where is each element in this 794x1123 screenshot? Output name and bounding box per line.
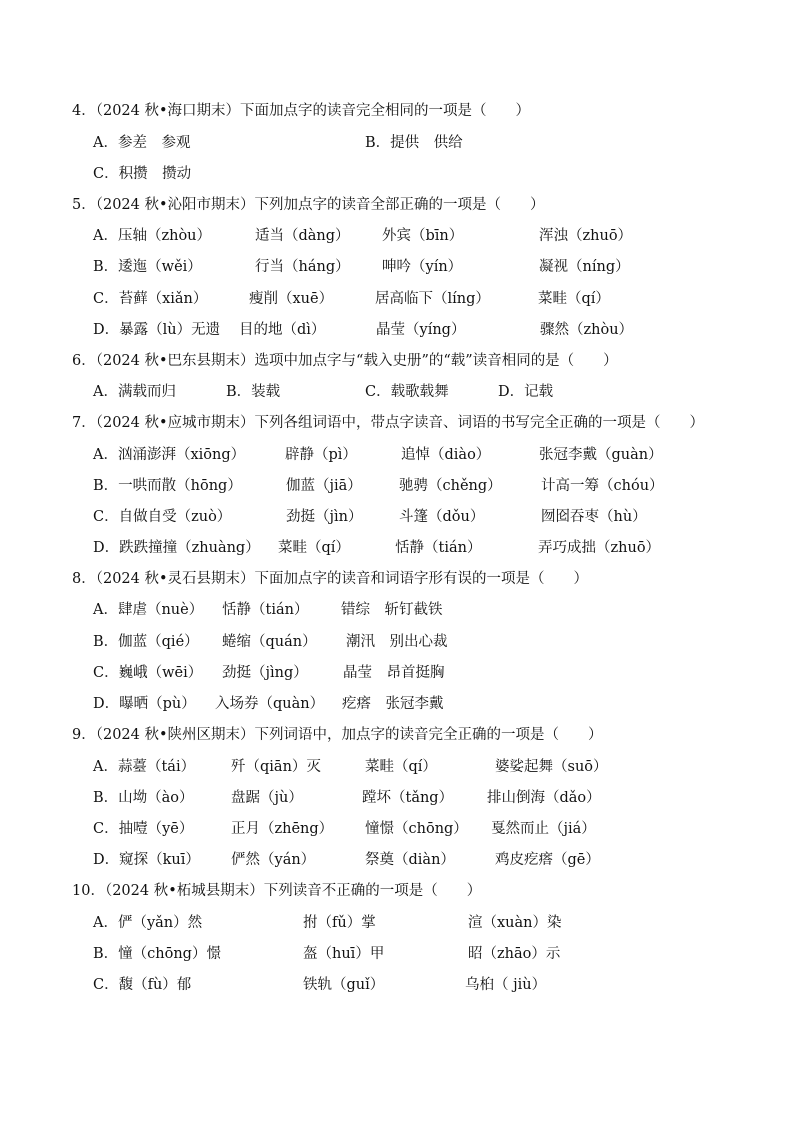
option-item: A．肆虐（nuè） xyxy=(93,602,204,618)
option-item: D．记载 xyxy=(498,384,554,400)
question-10-stem: 10．（2024 秋•柘城县期末）下列读音不正确的一项是（ ） xyxy=(72,883,482,899)
option-item: C．载歌载舞 xyxy=(365,384,449,400)
option-item: 歼（qiān）灭 xyxy=(231,759,321,775)
option-item: 骤然（zhòu） xyxy=(540,322,634,338)
option-item: D．窥探（kuī） xyxy=(93,852,200,868)
option-item: 晶莹 昂首挺胸 xyxy=(343,665,445,681)
option-item: 辟静（pì） xyxy=(285,447,357,463)
option-item: 入场券（quàn） xyxy=(215,696,325,712)
option-item: 潮汛 别出心裁 xyxy=(346,634,448,650)
question-9-option-d xyxy=(93,850,773,870)
question-4-stem: 4．（2024 秋•海口期末）下面加点字的读音完全相同的一项是（ ） xyxy=(72,103,531,119)
option-item: 适当（dàng） xyxy=(255,228,350,244)
question-9-option-c xyxy=(93,819,773,839)
question-10-option-b xyxy=(93,944,773,964)
option-item: 戛然而止（jiá） xyxy=(491,821,596,837)
option-item: 行当（háng） xyxy=(255,259,350,275)
question-7-option-c xyxy=(93,507,773,527)
question-7-option-b xyxy=(93,476,773,496)
option-item: 菜畦（qí） xyxy=(365,759,437,775)
option-item: A．压轴（zhòu） xyxy=(93,228,212,244)
option-item: 排山倒海（dǎo） xyxy=(487,790,601,806)
option-item: D．跌跌撞撞（zhuàng） xyxy=(93,540,260,556)
option-item: 盘踞（jù） xyxy=(231,790,303,806)
option-item: 斗篷（dǒu） xyxy=(399,509,485,525)
option-item: B．逶迤（wěi） xyxy=(93,259,202,275)
option-item: B．一哄而散（hōng） xyxy=(93,478,242,494)
question-5-stem: 5．（2024 秋•沁阳市期末）下列加点字的读音全部正确的一项是（ ） xyxy=(72,197,545,213)
option-item: C．馥（fù）郁 xyxy=(93,977,192,993)
option-item: 居高临下（líng） xyxy=(375,291,490,307)
option-item: 弄巧成拙（zhuō） xyxy=(538,540,661,556)
question-10-option-a xyxy=(93,913,773,933)
option-item: 错综 斩钉截铁 xyxy=(341,602,443,618)
question-7-stem: 7．（2024 秋•应城市期末）下列各组词语中，带点字读音、词语的书写完全正确的一项是（ ） xyxy=(72,415,705,431)
question-5-option-a xyxy=(93,226,773,246)
question-7-option-d xyxy=(93,538,773,558)
option-item: 蜷缩（quán） xyxy=(222,634,317,650)
option-item: 囫囵吞枣（hù） xyxy=(541,509,647,525)
option-item: 恬静（tián） xyxy=(222,602,309,618)
option-item: 菜畦（qí） xyxy=(278,540,350,556)
question-9-option-b xyxy=(93,788,773,808)
option-item: 盔（huī）甲 xyxy=(303,946,385,962)
option-item: 追悼（diào） xyxy=(401,447,491,463)
option-item: 伽蓝（jiā） xyxy=(286,478,362,494)
option-item: 俨然（yán） xyxy=(231,852,316,868)
option-item: A．汹涌澎湃（xiōng） xyxy=(93,447,246,463)
option-item: 计高一筹（chóu） xyxy=(541,478,664,494)
option-item: B．憧（chōng）憬 xyxy=(93,946,221,962)
option-item: A．蒜薹（tái） xyxy=(93,759,196,775)
option-item: 婆娑起舞（suō） xyxy=(495,759,608,775)
question-4-options-row-2 xyxy=(93,164,773,184)
option-item: 憧憬（chōng） xyxy=(365,821,468,837)
question-5-option-b xyxy=(93,257,773,277)
option-item: 铁轨（guǐ） xyxy=(303,977,385,993)
option-item: 驰骋（chěng） xyxy=(399,478,502,494)
option-item: B．山坳（ào） xyxy=(93,790,194,806)
option-item: 恬静（tián） xyxy=(395,540,482,556)
option-item: 正月（zhēng） xyxy=(231,821,334,837)
question-6-options xyxy=(93,382,773,402)
option-item: 渲（xuàn）染 xyxy=(468,915,562,931)
option-item: 呻吟（yín） xyxy=(382,259,463,275)
option-item: 拊（fǔ）掌 xyxy=(303,915,376,931)
option-item: 瘦削（xuē） xyxy=(249,291,334,307)
question-6-stem: 6．（2024 秋•巴东县期末）选项中加点字与“载入史册”的“载”读音相同的是（ ） xyxy=(72,353,618,369)
question-5-option-c xyxy=(93,289,773,309)
question-5-option-d xyxy=(93,320,773,340)
option-c: C．积攒 攒动 xyxy=(93,166,192,182)
option-item: 祭奠（diàn） xyxy=(365,852,455,868)
question-8-option-b xyxy=(93,632,773,652)
option-item: B．伽蓝（qié） xyxy=(93,634,199,650)
option-item: 外宾（bīn） xyxy=(382,228,464,244)
question-8-stem: 8．（2024 秋•灵石县期末）下面加点字的读音和词语字形有误的一项是（ ） xyxy=(72,571,589,587)
option-item: D．暴露（lù）无遗 xyxy=(93,322,221,338)
option-item: 浑浊（zhuō） xyxy=(539,228,633,244)
option-item: D．曝晒（pù） xyxy=(93,696,196,712)
option-b: B．提供 供给 xyxy=(365,135,463,151)
option-item: A．俨（yǎn）然 xyxy=(93,915,203,931)
option-item: C．自做自受（zuò） xyxy=(93,509,232,525)
question-4-options-row-1 xyxy=(93,133,773,153)
option-item: 劲挺（jìn） xyxy=(286,509,363,525)
option-item: B．装载 xyxy=(226,384,281,400)
option-item: 疙瘩 张冠李戴 xyxy=(342,696,444,712)
question-8-option-c xyxy=(93,663,773,683)
question-8-option-a xyxy=(93,600,773,620)
option-item: 菜畦（qí） xyxy=(538,291,610,307)
question-9-stem: 9．（2024 秋•陕州区期末）下列词语中，加点字的读音完全正确的一项是（ ） xyxy=(72,727,603,743)
option-item: 劲挺（jìng） xyxy=(222,665,308,681)
option-item: 蹚坏（tǎng） xyxy=(362,790,454,806)
option-item: 凝视（níng） xyxy=(539,259,630,275)
question-9-option-a xyxy=(93,757,773,777)
option-item: C．抽噎（yē） xyxy=(93,821,194,837)
option-item: C．巍峨（wēi） xyxy=(93,665,203,681)
question-8-option-d xyxy=(93,694,773,714)
option-item: 鸡皮疙瘩（gē） xyxy=(495,852,600,868)
question-10-option-c xyxy=(93,975,773,995)
option-item: A．满载而归 xyxy=(93,384,176,400)
option-item: 张冠李戴（guàn） xyxy=(539,447,663,463)
option-item: 目的地（dì） xyxy=(239,322,326,338)
option-item: 乌桕（ jiù） xyxy=(465,977,547,993)
option-item: 晶莹（yíng） xyxy=(376,322,466,338)
option-a: A．参差 参观 xyxy=(93,135,191,151)
option-item: C．苔藓（xiǎn） xyxy=(93,291,208,307)
option-item: 昭（zhāo）示 xyxy=(468,946,561,962)
question-7-option-a xyxy=(93,445,773,465)
